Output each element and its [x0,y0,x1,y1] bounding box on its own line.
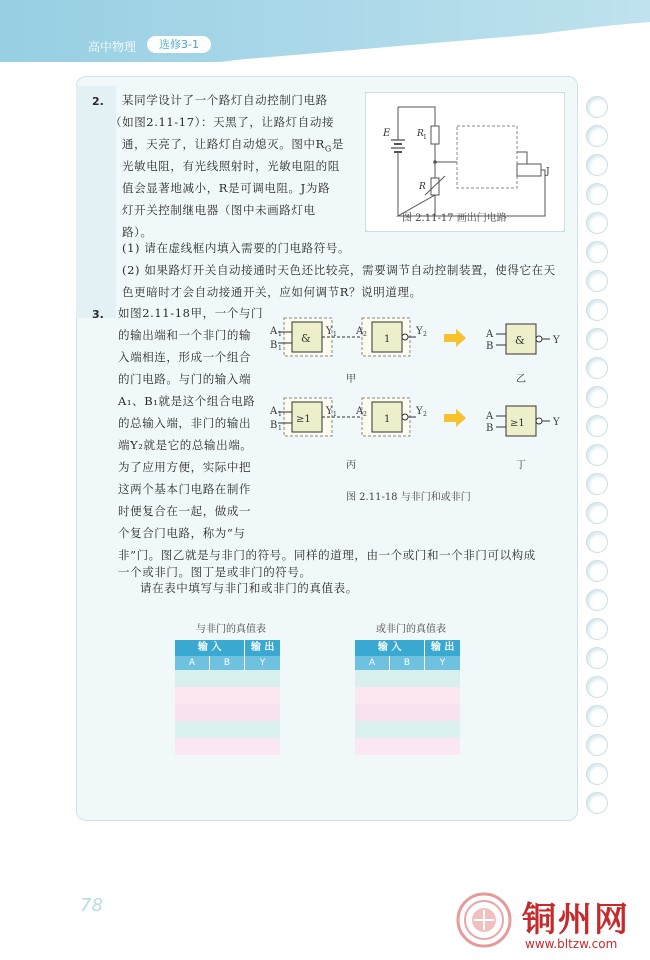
watermark-logo-icon [450,890,518,950]
svg-text:Y: Y [416,326,423,337]
svg-text:1: 1 [384,334,391,345]
problem-3-cont-b: 一个或非门。图丁是或非门的符号。 [118,565,312,579]
svg-text:A: A [270,406,278,417]
svg-text:甲: 甲 [346,374,356,385]
problem-3-line: A₁、B₁就是这个组合电路 [118,394,256,408]
header-band [0,0,650,66]
problem-3-line: 时便复合在一起，做成一 [118,504,252,518]
svg-text:B: B [486,341,494,352]
binder-ring [586,763,608,785]
nand-table-title: 与非门的真值表 [196,624,266,635]
problem-3-number: 3. [92,308,104,321]
svg-text:1: 1 [333,411,337,418]
binder-ring [586,444,608,466]
page-header [0,0,650,66]
page-number: 78 [80,895,103,916]
label-R1-sub: 1 [423,134,427,141]
binder-ring [586,125,608,147]
svg-text:A: A [486,411,494,422]
problem-3-line: 的门电路。与门的输入端 [118,372,252,386]
problem-2-q2a: (2) 如果路灯开关自动接通时天色还比较亮，需要调节自动控制装置，使得它在天 [122,263,556,277]
problem-3-cont-a: 非”门。图乙就是与非门的符号。同样的道理，由一个或门和一个非门可以构成 [118,548,536,562]
svg-text:Y: Y [553,417,560,428]
problem-3-instruction: 请在表中填写与非门和或非门的真值表。 [140,581,358,595]
binder-ring [586,560,608,582]
binder-ring [586,328,608,350]
watermark-text: 铜州网 [522,900,630,940]
figure-caption-2-11-17: 图 2.11-17 画出门电路 [402,213,507,224]
svg-text:&: & [515,334,525,347]
svg-text:≥1: ≥1 [510,418,525,429]
table-row[interactable] [355,704,460,721]
gates-figure [266,312,576,492]
nor-table-title: 或非门的真值表 [376,624,446,635]
binder-ring [586,357,608,379]
svg-text:2: 2 [423,411,427,418]
svg-text:B: B [270,340,278,351]
binder-ring [586,647,608,669]
svg-text:1: 1 [333,331,337,338]
binder-ring [586,502,608,524]
problem-2-line: 灯开关控制继电器（图中未画路灯电 [122,203,316,217]
binder-ring [586,415,608,437]
svg-text:1: 1 [278,331,282,338]
table-row[interactable] [355,738,460,755]
problem-2-line: 光敏电阻，有光线照射时，光敏电阻的阻 [122,159,340,173]
problem-2-line: （如图2.11-17）：天黑了，让路灯自动接 [110,115,335,129]
binder-ring [586,386,608,408]
problem-3-line: 这两个基本门电路在制作 [118,482,252,496]
binder-ring [586,705,608,727]
table-row[interactable] [175,670,280,687]
problem-3-line: 的总输入端，非门的输出 [118,416,252,430]
binder-ring [586,734,608,756]
problem-2-line: 值会显著地减小，R是可调电阻。J为路 [122,181,331,195]
svg-text:≥1: ≥1 [296,414,311,425]
svg-text:1: 1 [278,425,282,432]
nand-truth-table: 输 入 输 出 A B Y [175,640,280,755]
problem-2-line: 路）。 [122,225,153,239]
svg-text:A: A [270,326,278,337]
problem-3-line: 为了应用方便，实际中把 [118,460,252,474]
binder-ring [586,154,608,176]
label-R1: R [417,129,424,139]
problem-2-line: 通，天亮了，让路灯自动熄灭。图中$R_G$是 [122,137,344,154]
svg-text:1: 1 [278,411,282,418]
svg-text:2: 2 [363,411,367,418]
binder-ring [586,676,608,698]
problem-3-line: 入端相连，形成一个组合 [118,350,252,364]
svg-text:B: B [270,420,278,431]
problem-2-q1: (1) 请在虚线框内填入需要的门电路符号。 [122,241,351,255]
book-title: 高中物理 [88,40,137,54]
table-row[interactable] [355,687,460,704]
binder-ring [586,589,608,611]
svg-text:Y: Y [416,406,423,417]
svg-text:丙: 丙 [346,460,356,471]
svg-text:1: 1 [278,345,282,352]
binder-ring [586,241,608,263]
problem-2-number: 2. [92,95,104,108]
binder-ring [586,618,608,640]
label-J: J [546,167,550,177]
svg-text:丁: 丁 [516,460,526,471]
table-row[interactable] [175,738,280,755]
binder-ring [586,270,608,292]
problem-3-line: 个复合门电路，称为“与 [118,526,246,540]
svg-text:Y: Y [326,406,333,417]
svg-text:A: A [356,406,364,417]
binder-ring [586,792,608,814]
svg-text:乙: 乙 [516,374,526,385]
watermark-url[interactable]: www.bltzw.com [525,937,618,951]
svg-text:&: & [301,332,311,345]
binder-ring [586,473,608,495]
svg-text:B: B [486,423,494,434]
problem-3-line: 端Y₂就是它的总输出端。 [118,438,253,452]
binder-ring [586,96,608,118]
label-E: E [383,128,391,139]
binder-ring [586,531,608,553]
svg-text:A: A [356,326,364,337]
table-row[interactable] [355,721,460,738]
label-R: R [419,182,426,192]
problem-3-line: 的输出端和一个非门的输 [118,328,252,342]
svg-text:A: A [486,329,494,340]
binder-ring [586,183,608,205]
problem-2-line: 某同学设计了一个路灯自动控制门电路 [122,93,328,107]
table-row[interactable] [175,721,280,738]
volume-pill: 选修3-1 [147,36,211,53]
table-row[interactable] [355,670,460,687]
table-row[interactable] [175,704,280,721]
svg-text:Y: Y [553,335,560,346]
binder-ring [586,299,608,321]
binder-ring [586,212,608,234]
figure-caption-2-11-18: 图 2.11-18 与非门和或非门 [346,492,471,503]
nor-truth-table: 输 入 输 出 A B Y [355,640,460,755]
problem-3-line: 如图2.11-18甲，一个与门 [118,306,264,320]
problem-2-q2b: 色更暗时才会自动接通开关，应如何调节R？说明道理。 [122,285,422,299]
svg-text:2: 2 [423,331,427,338]
svg-text:2: 2 [363,331,367,338]
table-row[interactable] [175,687,280,704]
svg-text:Y: Y [326,326,333,337]
svg-text:1: 1 [384,414,391,425]
